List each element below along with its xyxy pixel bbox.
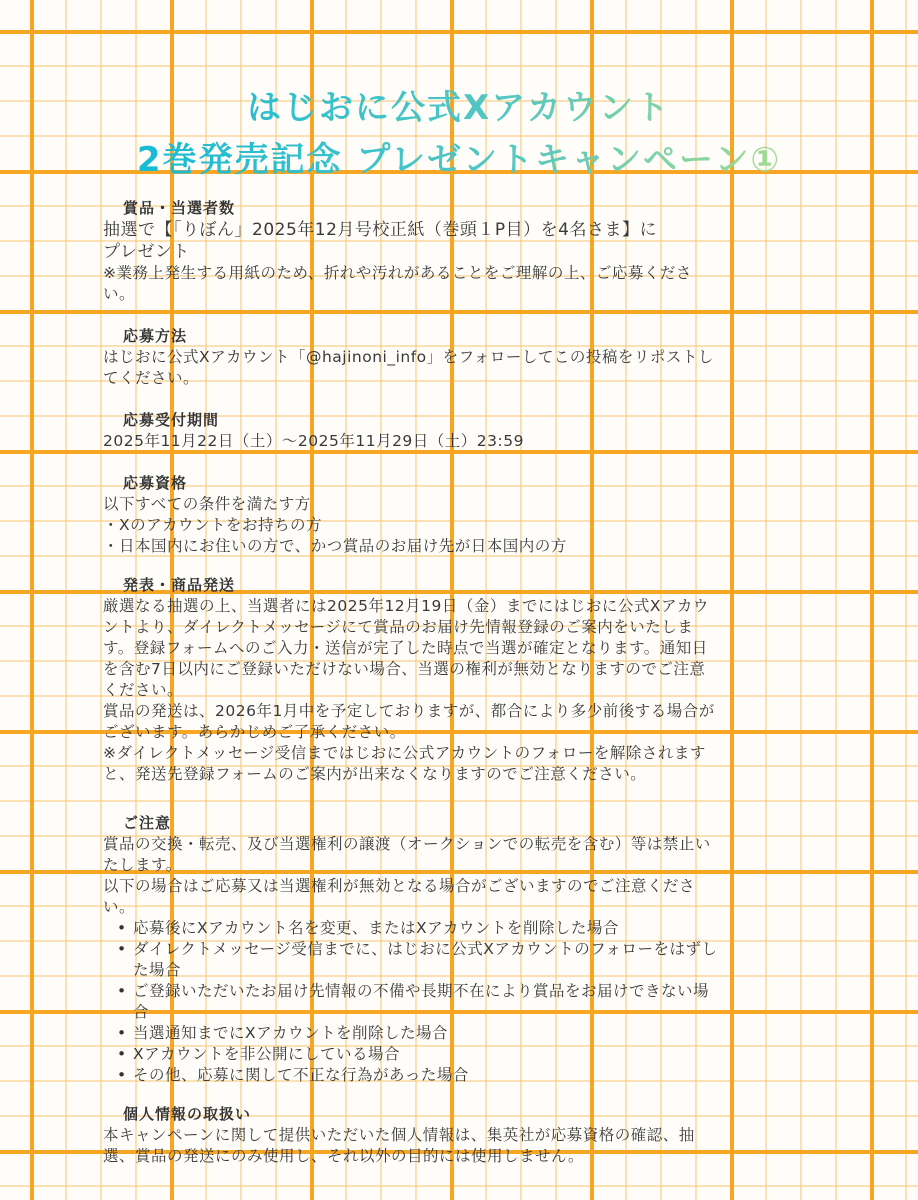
- list-item-text: Xアカウントを非公開にしている場合: [133, 1045, 400, 1063]
- section-announcement: [103, 575, 815, 785]
- list-item-text: 応募後にXアカウント名を変更、またはXアカウントを削除した場合: [133, 919, 619, 937]
- list-item-text: た場合: [133, 961, 182, 979]
- campaign-details: [103, 198, 815, 1167]
- section-text: い。: [103, 285, 136, 303]
- title-line-1: はじおに公式Xアカウント: [0, 80, 918, 129]
- section-prize: [103, 198, 815, 305]
- section-privacy: [103, 1104, 815, 1167]
- section-text: と、発送先登録フォームのご案内が出来なくなりますのでご注意ください。: [103, 765, 647, 783]
- list-item: [133, 1065, 815, 1086]
- list-item-text: その他、応募に関して不正な行為があった場合: [133, 1066, 469, 1084]
- section-text: てください。: [103, 369, 200, 387]
- section-text: ございます。あらかじめご了承ください。: [103, 723, 406, 741]
- section-eligibility: [103, 473, 815, 557]
- section-text: ください。: [103, 681, 184, 699]
- section-text: 2025年11月22日（土）～2025年11月29日（土）23:59: [103, 432, 524, 450]
- section-heading: 個人情報の取扱い: [123, 1105, 252, 1123]
- section-text: はじおに公式Xアカウント「@hajinoni_info」をフォローしてこの投稿をリポストし: [103, 348, 714, 366]
- list-item: [133, 918, 815, 939]
- section-text: 賞品の交換・転売、及び当選権利の譲渡（オークションでの転売を含む）等は禁止い: [103, 835, 711, 853]
- section-text: 以下すべての条件を満たす方: [103, 495, 311, 513]
- section-how-to-apply: [103, 326, 815, 389]
- section-text: す。登録フォームへのご入力・送信が完了した時点で当選が確定となります。通知日: [103, 639, 708, 657]
- list-item: [133, 981, 815, 1023]
- section-heading: 応募方法: [123, 327, 188, 345]
- section-text: を含む7日以内にご登録いただけない場合、当選の権利が無効となりますのでご注意: [103, 660, 706, 678]
- section-text: 以下の場合はご応募又は当選権利が無効となる場合がございますのでご注意くださ: [103, 877, 696, 895]
- section-text: 抽選で【「りぼん」2025年12月号校正紙（巻頭１P目）を4名さま】に: [103, 220, 657, 240]
- section-text: ・Xのアカウントをお持ちの方: [103, 516, 322, 534]
- section-heading: 賞品・当選者数: [123, 199, 236, 217]
- section-heading: ご注意: [123, 814, 172, 832]
- section-text: ントより、ダイレクトメッセージにて賞品のお届け先情報登録のご案内をいたしま: [103, 618, 694, 636]
- section-text: プレゼント: [103, 242, 190, 262]
- section-text: 選、賞品の発送にのみ使用し、それ以外の目的には使用しません。: [103, 1147, 584, 1165]
- section-notes: [103, 813, 815, 1086]
- list-item-text: ダイレクトメッセージ受信までに、はじおに公式Xアカウントのフォローをはずし: [133, 940, 718, 958]
- list-item-text: ご登録いただいたお届け先情報の不備や長期不在により賞品をお届けできない場: [133, 982, 710, 1000]
- section-heading: 応募受付期間: [123, 411, 220, 429]
- section-text: い。: [103, 898, 136, 916]
- section-text: ・日本国内にお住いの方で、かつ賞品のお届け先が日本国内の方: [103, 537, 567, 555]
- invalid-conditions-list: [103, 918, 815, 1086]
- section-text: 本キャンペーンに関して提供いただいた個人情報は、集英社が応募資格の確認、抽: [103, 1126, 695, 1144]
- list-item: [133, 939, 815, 981]
- list-item: [133, 1044, 815, 1065]
- section-text: たします。: [103, 856, 182, 874]
- section-text: ※ダイレクトメッセージ受信まではじおに公式アカウントのフォローを解除されます: [103, 744, 706, 762]
- list-item-text: 合: [133, 1003, 150, 1021]
- section-heading: 発表・商品発送: [123, 576, 236, 594]
- list-item-text: 当選通知までにXアカウントを削除した場合: [133, 1024, 448, 1042]
- list-item: [133, 1023, 815, 1044]
- section-period: [103, 410, 815, 452]
- title-line-2: 2巻発売記念 プレゼントキャンペーン①: [0, 132, 918, 181]
- section-text: 厳選なる抽選の上、当選者には2025年12月19日（金）までにはじおに公式Xアカウ: [103, 597, 709, 615]
- section-text: ※業務上発生する用紙のため、折れや汚れがあることをご理解の上、ご応募くださ: [103, 264, 692, 282]
- section-text: 賞品の発送は、2026年1月中を予定しておりますが、都合により多少前後する場合が: [103, 702, 715, 720]
- section-heading: 応募資格: [123, 474, 188, 492]
